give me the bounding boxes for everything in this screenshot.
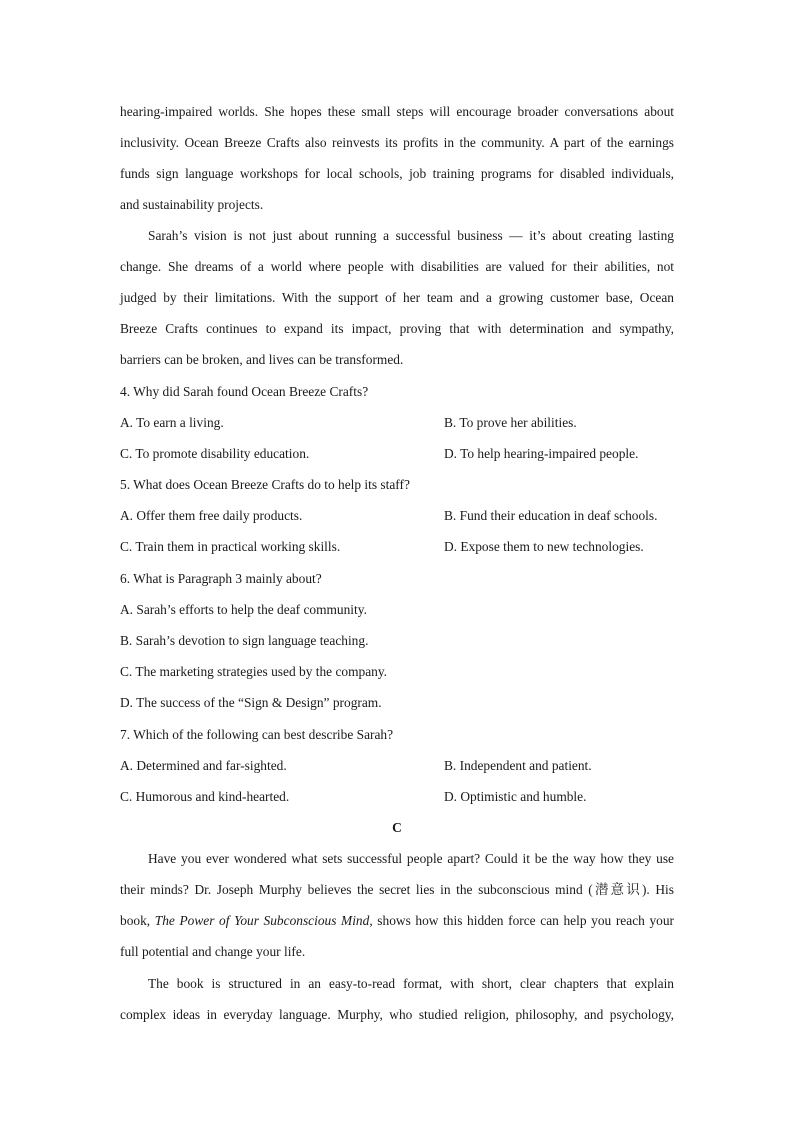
option-b: B. To prove her abilities.	[444, 415, 577, 430]
question-stem: 6. What is Paragraph 3 mainly about?	[120, 571, 322, 586]
option-a: A. Offer them free daily products.	[120, 508, 303, 523]
paragraph-line: judged by their limitations. With the support of her team and a growing customer base, Ocean	[120, 290, 674, 305]
paragraph-line: Have you ever wondered what sets successful people apart? Could it be the way how they use	[148, 851, 674, 866]
paragraph-line: funds sign language workshops for local schools, job training programs for disabled individuals,	[120, 166, 674, 181]
option-c: C. Humorous and kind-hearted.	[120, 789, 290, 804]
option-c: C. The marketing strategies used by the company.	[120, 664, 388, 679]
paragraph-line: change. She dreams of a world where people with disabilities are valued for their abilities, not	[120, 259, 674, 274]
question-stem: 5. What does Ocean Breeze Crafts do to help its staff?	[120, 477, 410, 492]
question-stem: 7. Which of the following can best describe Sarah?	[120, 727, 394, 742]
option-a: A. Sarah’s efforts to help the deaf community.	[120, 602, 367, 617]
paragraph-line: full potential and change your life.	[120, 944, 306, 959]
paragraph-line: and sustainability projects.	[120, 197, 264, 212]
option-b: B. Independent and patient.	[444, 758, 592, 773]
option-c: C. To promote disability education.	[120, 446, 310, 461]
book-title: The Power of Your Subconscious Mind	[154, 913, 370, 928]
paragraph-line: Sarah’s vision is not just about running a successful business — it’s about creating lasting	[148, 228, 674, 243]
option-d: D. Optimistic and humble.	[444, 789, 587, 804]
paragraph-line	[120, 911, 674, 931]
section-heading: C	[392, 820, 402, 835]
option-b: B. Fund their education in deaf schools.	[444, 508, 658, 523]
option-c: C. Train them in practical working skills.	[120, 539, 341, 554]
option-b: B. Sarah’s devotion to sign language teaching.	[120, 633, 369, 648]
paragraph-line: The book is structured in an easy-to-read format, with short, clear chapters that explain	[148, 976, 674, 991]
text-fragment: , shows how this hidden force can help you reach your	[369, 913, 674, 928]
option-d: D. The success of the “Sign & Design” program.	[120, 695, 382, 710]
option-a: A. To earn a living.	[120, 415, 224, 430]
paragraph-line: hearing-impaired worlds. She hopes these small steps will encourage broader conversations about	[120, 104, 674, 119]
question-stem: 4. Why did Sarah found Ocean Breeze Crafts?	[120, 384, 369, 399]
option-d: D. Expose them to new technologies.	[444, 539, 644, 554]
paragraph-line: complex ideas in everyday language. Murphy, who studied religion, philosophy, and psychology,	[120, 1007, 674, 1022]
paragraph-line: inclusivity. Ocean Breeze Crafts also reinvests its profits in the community. A part of the earnings	[120, 135, 674, 150]
paragraph-line: Breeze Crafts continues to expand its impact, proving that with determination and sympathy,	[120, 321, 674, 336]
text-fragment: book,	[120, 913, 155, 928]
option-d: D. To help hearing-impaired people.	[444, 446, 639, 461]
option-a: A. Determined and far-sighted.	[120, 758, 287, 773]
paragraph-line: barriers can be broken, and lives can be transformed.	[120, 352, 404, 367]
paragraph-line: their minds? Dr. Joseph Murphy believes the secret lies in the subconscious mind (潜意识). His	[120, 882, 674, 897]
